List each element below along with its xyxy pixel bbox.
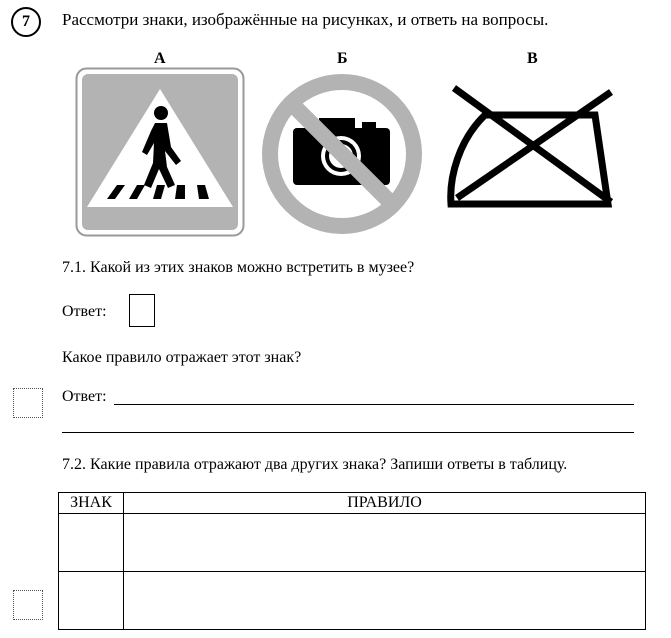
answer-table <box>58 492 646 630</box>
table-cell-sign[interactable] <box>59 572 124 630</box>
answer-line[interactable] <box>114 404 634 405</box>
sign-letter-v: В <box>527 50 538 67</box>
question-7-2: 7.2. Какие правила отражают два других знака? Запиши ответы в таблицу. <box>62 456 568 473</box>
table-cell-rule[interactable] <box>124 514 646 572</box>
table-header-row <box>59 493 646 514</box>
rule-answer-label: Ответ: <box>62 388 107 405</box>
task-instruction: Рассмотри знаки, изображённые на рисунках, и ответь на вопросы. <box>62 10 549 29</box>
table-row <box>59 514 646 572</box>
sign-letter-b: Б <box>337 50 348 67</box>
table-row <box>59 572 646 630</box>
no-ironing-icon <box>445 82 625 210</box>
score-box <box>13 590 43 620</box>
task-number: 7 <box>11 7 41 37</box>
score-box <box>13 388 43 418</box>
table-header-pravilo: ПРАВИЛО <box>124 493 646 514</box>
answer-label: Ответ: <box>62 303 107 320</box>
table-cell-sign[interactable] <box>59 514 124 572</box>
sign-letter-a: А <box>154 50 166 67</box>
table-cell-rule[interactable] <box>124 572 646 630</box>
table-header-znak: ЗНАК <box>59 493 124 514</box>
answer-box[interactable] <box>129 294 155 327</box>
rule-question: Какое правило отражает этот знак? <box>62 349 302 366</box>
answer-line[interactable] <box>62 432 634 433</box>
pedestrian-crossing-icon <box>75 67 245 237</box>
question-7-1: 7.1. Какой из этих знаков можно встретить в музее? <box>62 259 415 276</box>
no-photography-icon <box>261 73 423 235</box>
